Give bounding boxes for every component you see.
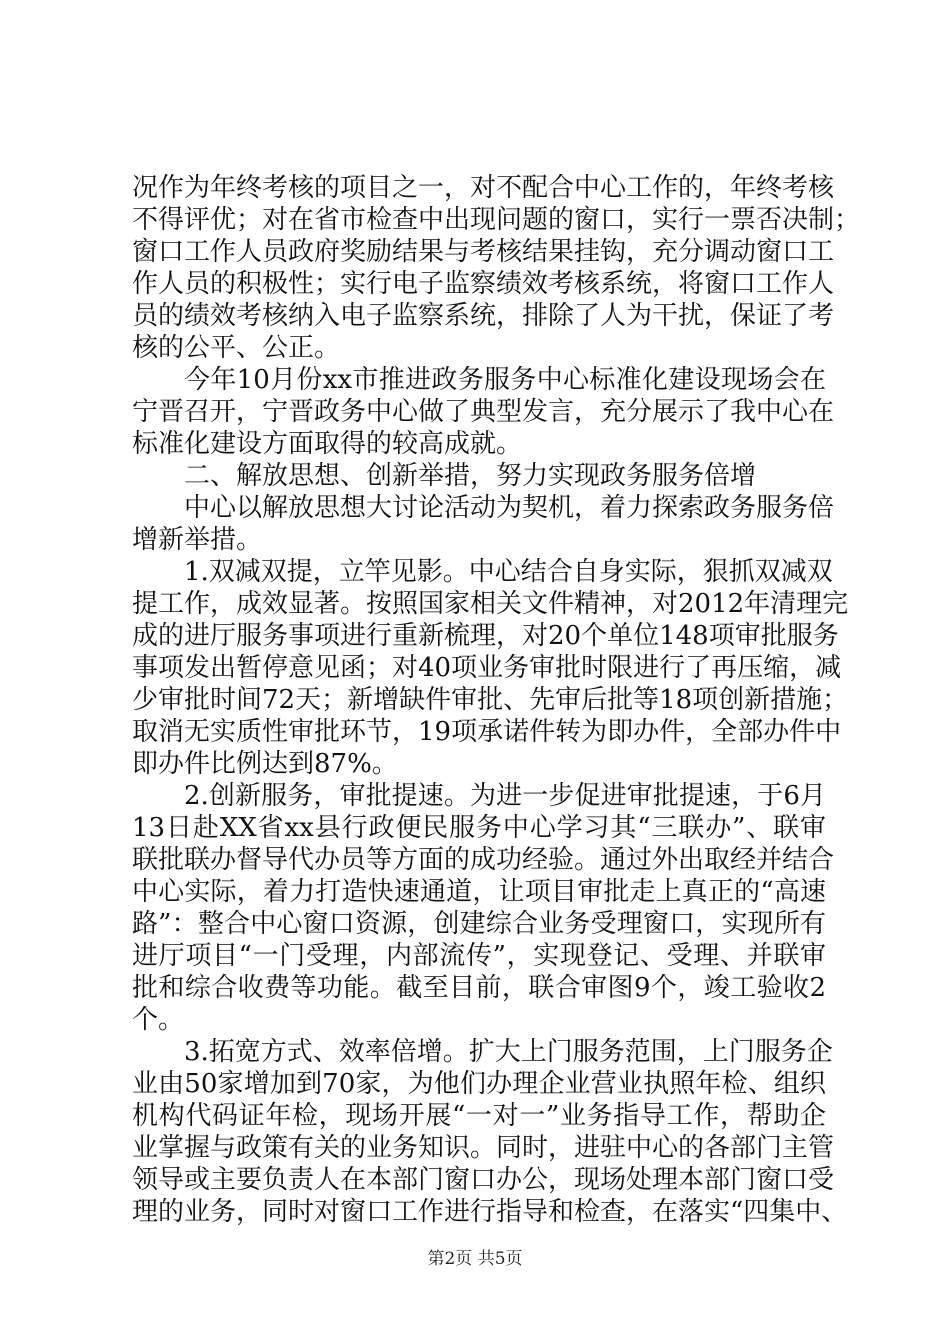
text-line: 13日赴XX省xx县行政便民服务中心学习其“三联办”、联审 [132,813,826,843]
text-line: 2.创新服务，审批提速。为进一步促进审批提速，于6月 [184,781,826,811]
text-line: 少审批时间72天；新增缺件审批、先审后批等18项创新措施； [132,685,849,715]
text-line: 1.双减双提，立竿见影。中心结合自身实际，狠抓双减双 [184,557,833,587]
text-line: 况作为年终考核的项目之一，对不配合中心工作的，年终考核 [132,173,835,203]
text-line: 业掌握与政策有关的业务知识。同时，进驻中心的各部门主管 [132,1133,835,1163]
text-line: 理的业务，同时对窗口工作进行指导和检查，在落实“四集中、 [132,1197,848,1227]
text-line: 进厅项目“一门受理，内部流传”，实现登记、受理、并联审 [132,941,826,971]
text-line: 提工作，成效显著。按照国家相关文件精神，对2012年清理完 [132,589,849,619]
text-line: 不得评优；对在省市检查中出现问题的窗口，实行一票否决制； [132,205,861,235]
page-footer: 第2页 共5页 [427,1249,523,1269]
text-line: 二、解放思想、创新举措，努力实现政务服务倍增 [184,461,757,491]
text-line: 窗口工作人员政府奖励结果与考核结果挂钩，充分调动窗口工 [132,237,835,267]
text-line: 中心实际，着力打造快速通道，让项目审批走上真正的“高速 [132,877,826,907]
text-line: 标准化建设方面取得的较高成就。 [132,429,523,459]
text-line: 中心以解放思想大讨论活动为契机，着力探索政务服务倍 [184,493,835,523]
text-line: 核的公平、公正。 [132,333,341,363]
text-line: 路”：整合中心窗口资源，创建综合业务受理窗口，实现所有 [132,909,826,939]
text-line: 个。 [132,1005,185,1035]
text-line: 增新举措。 [132,525,263,555]
text-line: 即办件比例达到87%。 [132,749,398,779]
text-line: 作人员的积极性；实行电子监察绩效考核系统，将窗口工作人 [132,269,835,299]
text-line: 取消无实质性审批环节，19项承诺件转为即办件，全部办件中 [132,717,842,747]
text-line: 领导或主要负责人在本部门窗口办公，现场处理本部门窗口受 [132,1165,835,1195]
text-line: 批和综合收费等功能。截至目前，联合审图9个，竣工验收2 [132,973,826,1003]
text-line: 联批联办督导代办员等方面的成功经验。通过外出取经并结合 [132,845,835,875]
text-line: 今年10月份xx市推进政务服务中心标准化建设现场会在 [184,365,826,395]
text-line: 事项发出暂停意见函；对40项业务审批时限进行了再压缩，减 [132,653,842,683]
text-line: 成的进厅服务事项进行重新梳理，对20个单位148项审批服务 [132,621,839,651]
text-line: 业由50家增加到70家，为他们办理企业营业执照年检、组织 [132,1069,826,1099]
document-body [132,172,861,1228]
text-line: 机构代码证年检，现场开展“一对一”业务指导工作，帮助企 [132,1101,826,1131]
text-line: 宁晋召开，宁晋政务中心做了典型发言，充分展示了我中心在 [132,397,835,427]
text-line: 3.拓宽方式、效率倍增。扩大上门服务范围，上门服务企 [184,1037,833,1067]
text-line: 员的绩效考核纳入电子监察系统，排除了人为干扰，保证了考 [132,301,835,331]
